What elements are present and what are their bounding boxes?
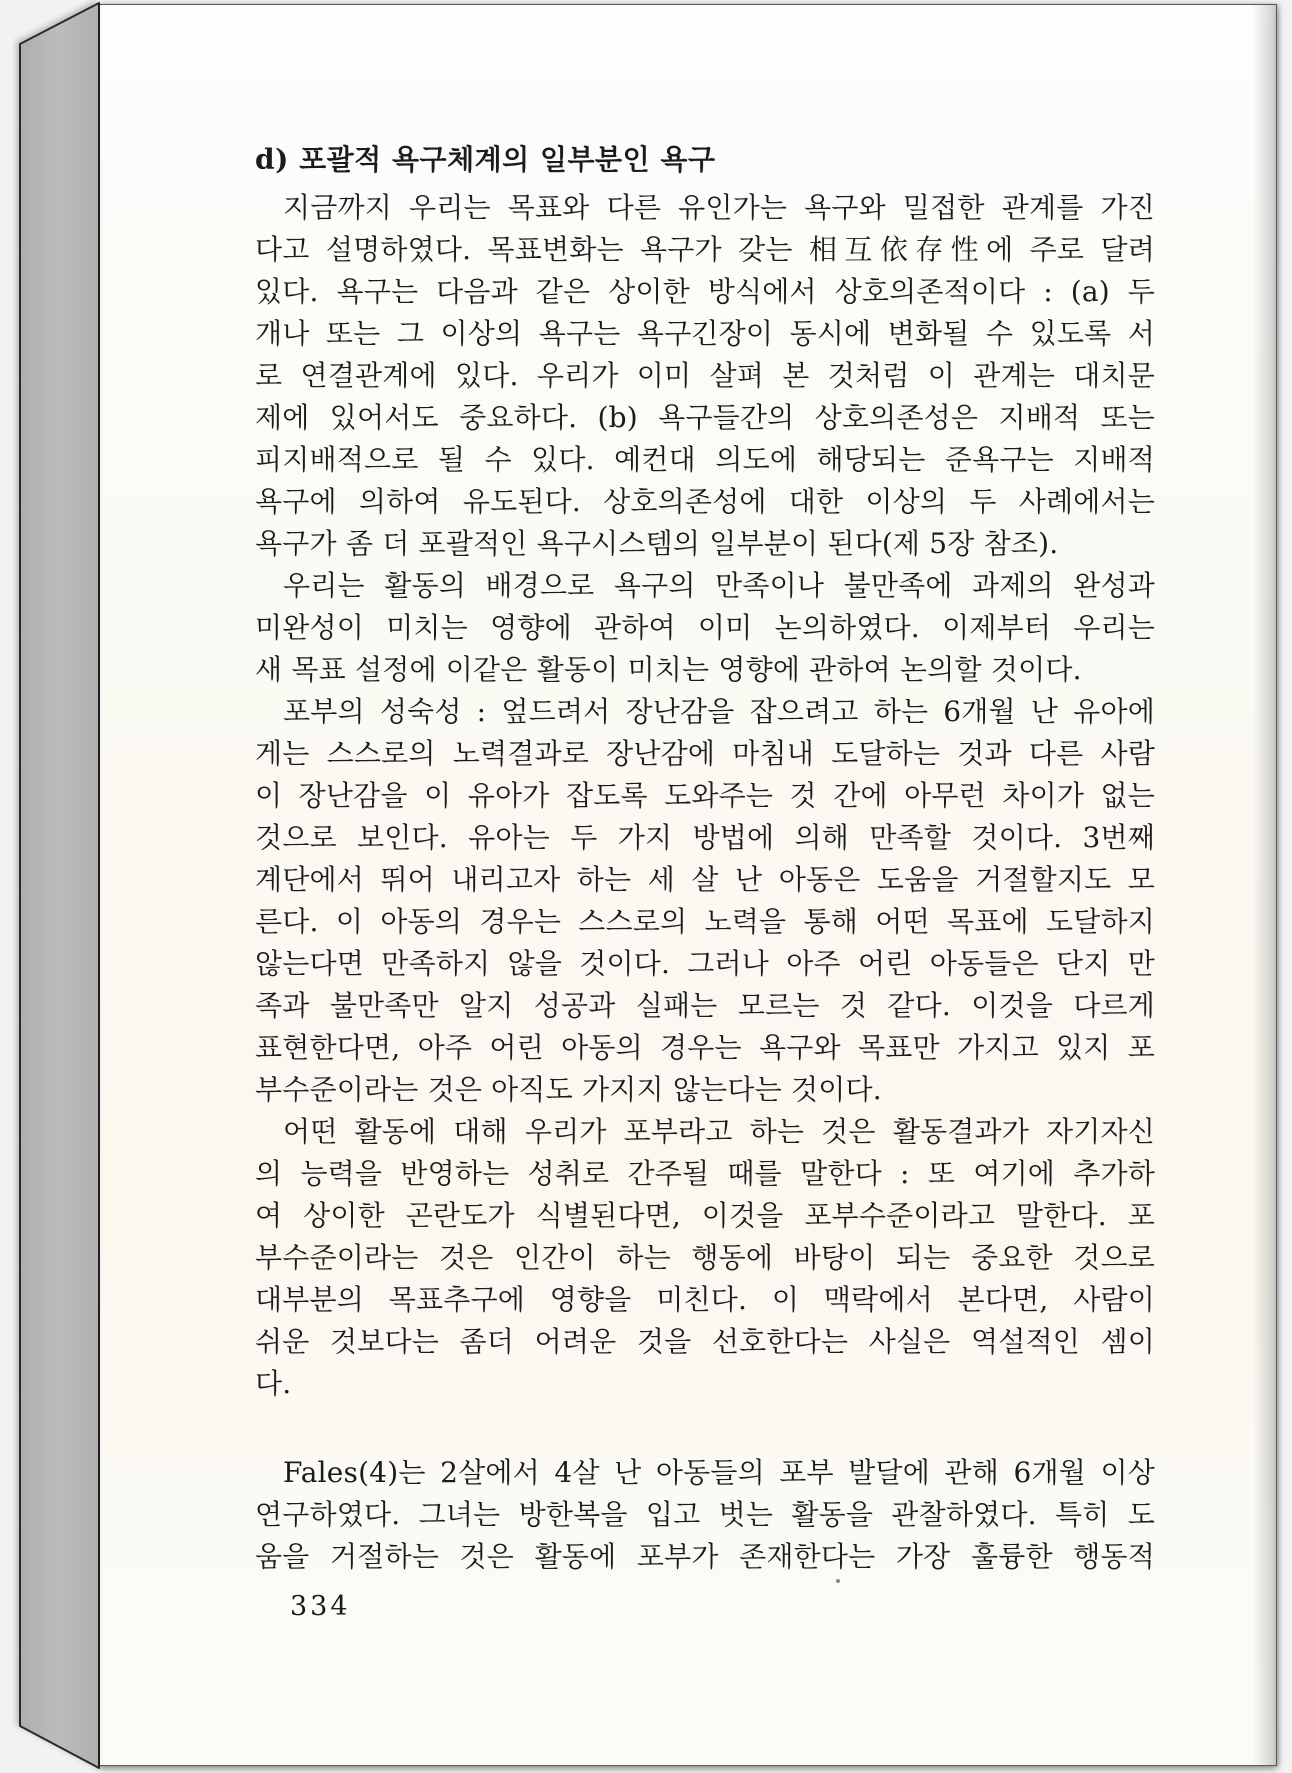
section-heading: d) 포괄적 욕구체계의 일부분인 욕구 [255,143,716,176]
text-line: 족과 불만족만 알지 성공과 실패는 모르는 것 같다. 이것을 다르게 [255,989,1155,1022]
text-line: 제에 있어서도 중요하다. (b) 욕구들간의 상호의존성은 지배적 또는 [255,401,1155,434]
text-line: 다. [255,1367,292,1400]
text-line: 욕구가 좀 더 포괄적인 욕구시스템의 일부분이 된다(제 5장 참조). [255,527,1059,560]
book-page-edge [0,0,110,1773]
scan-speck [836,1579,840,1583]
text-line: 우리는 활동의 배경으로 욕구의 만족이나 불만족에 과제의 완성과 [283,569,1155,602]
text-line: 지금까지 우리는 목표와 다른 유인가는 욕구와 밀접한 관계를 가진 [283,191,1155,224]
text-line: 욕구에 의하여 유도된다. 상호의존성에 대한 이상의 두 사례에서는 [255,485,1155,518]
text-line: 포부의 성숙성 : 엎드려서 장난감을 잡으려고 하는 6개월 난 유아에 [283,695,1155,728]
text-line: 로 연결관계에 있다. 우리가 이미 살펴 본 것처럼 이 관계는 대치문 [255,359,1155,392]
text-line: 연구하였다. 그녀는 방한복을 입고 벗는 활동을 관찰하였다. 특히 도 [255,1498,1155,1531]
text-line: 피지배적으로 될 수 있다. 예컨대 의도에 해당되는 준욕구는 지배적 [255,443,1155,476]
text-line: 것으로 보인다. 유아는 두 가지 방법에 의해 만족할 것이다. 3번째 [255,821,1155,854]
text-line: 계단에서 뛰어 내리고자 하는 세 살 난 아동은 도움을 거절할지도 모 [255,863,1155,896]
text-line: 움을 거절하는 것은 활동에 포부가 존재한다는 가장 훌륭한 행동적 [255,1540,1155,1573]
text-line: 개나 또는 그 이상의 욕구는 욕구긴장이 동시에 변화될 수 있도록 서 [255,317,1155,350]
page-text-block [255,139,1155,1578]
text-line: 부수준이라는 것은 인간이 하는 행동에 바탕이 되는 중요한 것으로 [255,1241,1155,1274]
book-page [98,4,1277,1766]
page-curl-shading [1252,5,1276,1765]
body-text [255,187,1155,1578]
text-line: 다고 설명하였다. 목표변화는 욕구가 갖는 相互依存性에 주로 달려 [255,233,1155,266]
text-line: 미완성이 미치는 영향에 관하여 이미 논의하였다. 이제부터 우리는 [255,611,1155,644]
text-line: 의 능력을 반영하는 성취로 간주될 때를 말한다 : 또 여기에 추가하 [255,1157,1155,1190]
text-line: Fales(4)는 2살에서 4살 난 아동들의 포부 발달에 관해 6개월 이상 [283,1456,1155,1489]
text-line: 여 상이한 곤란도가 식별된다면, 이것을 포부수준이라고 말한다. 포 [255,1199,1155,1232]
page-stack-panel [20,3,99,1768]
text-line: 부수준이라는 것은 아직도 가지지 않는다는 것이다. [255,1073,882,1106]
text-line: 있다. 욕구는 다음과 같은 상이한 방식에서 상호의존적이다 : (a) 두 [255,275,1155,308]
text-line: 대부분의 목표추구에 영향을 미친다. 이 맥락에서 본다면, 사람이 [255,1283,1155,1316]
text-line: 어떤 활동에 대해 우리가 포부라고 하는 것은 활동결과가 자기자신 [283,1115,1155,1148]
text-line: 게는 스스로의 노력결과로 장난감에 마침내 도달하는 것과 다른 사람 [255,737,1155,770]
text-line: 른다. 이 아동의 경우는 스스로의 노력을 통해 어떤 목표에 도달하지 [255,905,1155,938]
text-line: 표현한다면, 아주 어린 아동의 경우는 욕구와 목표만 가지고 있지 포 [255,1031,1155,1064]
text-line: 새 목표 설정에 이같은 활동이 미치는 영향에 관하여 논의할 것이다. [255,653,1082,686]
text-line: 쉬운 것보다는 좀더 어려운 것을 선호한다는 사실은 역설적인 셈이 [255,1325,1155,1358]
page-number: 334 [290,1591,351,1622]
text-line: 않는다면 만족하지 않을 것이다. 그러나 아주 어린 아동들은 단지 만 [255,947,1155,980]
text-line: 이 장난감을 이 유아가 잡도록 도와주는 것 간에 아무런 차이가 없는 [255,779,1155,812]
